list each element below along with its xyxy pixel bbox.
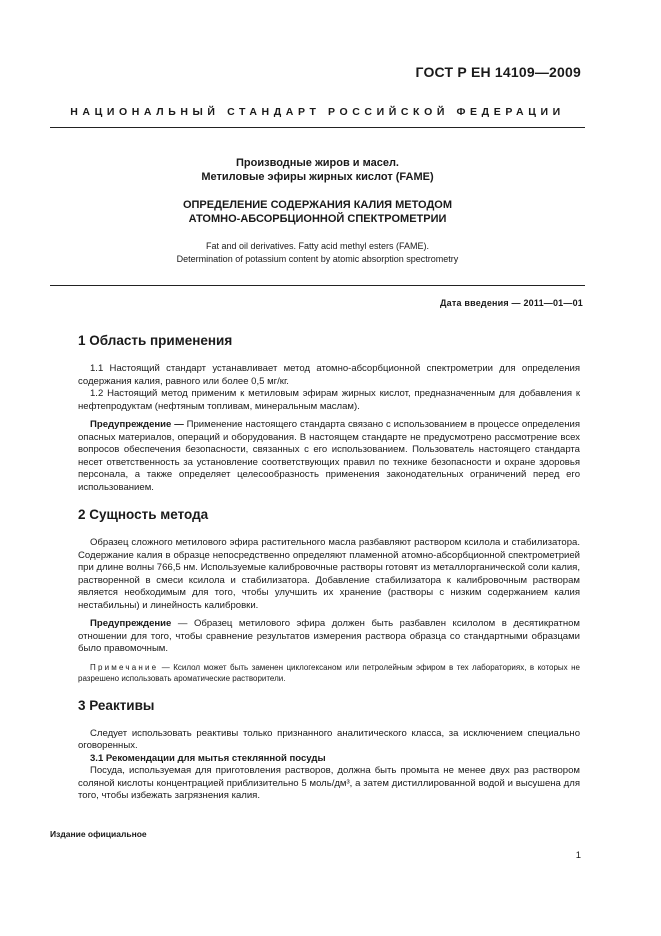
section-1-warning	[78, 419, 580, 494]
section-2-warning-label: Предупреждение	[90, 618, 172, 629]
section-1-heading: 1 Область применения	[78, 333, 233, 348]
title-caps-line-2: АТОМНО-АБСОРБЦИОННОЙ СПЕКТРОМЕТРИИ	[188, 213, 447, 225]
title-block	[50, 156, 585, 266]
section-3-paragraph-1: Следует использовать реактивы только признанного аналитического класса, за исключением специально оговоренных.	[78, 727, 580, 751]
section-2-warning-text: — Образец метилового эфира должен быть разбавлен ксилолом в десятикратном отношении для того, чтобы сравнение результатов измерения раствора образца со стандартными образцами было правомочным.	[78, 618, 580, 654]
page-number: 1	[575, 850, 581, 861]
section-3-heading: 3 Реактивы	[78, 697, 155, 713]
section-1-warning-label: Предупреждение —	[90, 419, 184, 430]
title-english-line-2: Determination of potassium content by atomic absorption spectrometry	[176, 254, 459, 264]
document-code: ГОСТ Р ЕН 14109—2009	[415, 64, 581, 80]
main-content	[78, 332, 580, 803]
header-divider	[50, 127, 585, 128]
section-2-heading: 2 Сущность метода	[78, 507, 209, 522]
title-line-2: Метиловые эфиры жирных кислот (FAME)	[201, 171, 434, 183]
section-3-paragraph-2: Посуда, используемая для приготовления растворов, должна быть промыта не менее двух раз раствором соляной кислоты концентрацией приблизительно 5 моль/дм³, а затем дистиллированной водой и высушена для того, чтобы избежать загрязнения калия.	[78, 765, 580, 801]
title-divider	[50, 285, 585, 286]
section-2-note-text: — Ксилол может быть заменен циклогексаном или петролейным эфиром в тех лабораториях, в которых не разрешено использовать ароматические растворители.	[78, 662, 580, 683]
title-english-line-1: Fat and oil derivatives. Fatty acid methyl esters (FAME).	[205, 241, 430, 251]
section-2-warning	[78, 618, 580, 656]
section-2-paragraph-1: Образец сложного метилового эфира растительного масла разбавляют раствором ксилола и стабилизатора. Содержание калия в образце непосредственно определяют пламенной атомно-абсорбционной спектрометрией при длине волны 766,5 нм. Используемые калибровочные растворы готовят из металлорганической соли калия, растворенной в смеси ксилола и стабилизатора. Добавление стабилизатора к калибровочным растворам является необходимым для того, чтобы улучшить их хранение (растворы с низким содержанием калия нестабильны) и линейность калибровки.	[78, 537, 580, 611]
title-caps-line-1: ОПРЕДЕЛЕНИЕ СОДЕРЖАНИЯ КАЛИЯ МЕТОДОМ	[182, 199, 453, 211]
title-line-1: Производные жиров и масел.	[236, 157, 399, 169]
section-2-note	[78, 662, 580, 685]
section-1-warning-text: Применение настоящего стандарта связано с использованием в процессе определения опасных материалов, операций и оборудования. В настоящем стандарте не предусмотрено рассмотрение всех вопросов обеспечения безопасности, связанных с его использованием. Пользователь настоящего стандарта несет ответственность за установление соответствующих правил по технике безопасности и охране здоровья персонала, а также определяет целесообразность применения законодательных ограничений перед его использованием.	[78, 419, 580, 493]
section-3-subheading: 3.1 Рекомендации для мытья стеклянной посуды	[90, 752, 326, 764]
section-2-note-label: Примечание	[90, 662, 159, 672]
effective-date: Дата введения — 2011—01—01	[440, 298, 583, 308]
section-1-paragraph-1: 1.1 Настоящий стандарт устанавливает метод атомно-абсорбционной спектрометрии для определения содержания калия, равного или более 0,5 мг/кг.	[78, 363, 580, 387]
section-1-paragraph-2: 1.2 Настоящий метод применим к метиловым эфирам жирных кислот, предназначенным для добавления к нефтепродуктам (нефтяным топливам, минеральным маслам).	[78, 388, 580, 412]
edition-label: Издание официальное	[50, 829, 147, 839]
national-standard-banner: НАЦИОНАЛЬНЫЙ СТАНДАРТ РОССИЙСКОЙ ФЕДЕРАЦИИ	[70, 106, 565, 118]
